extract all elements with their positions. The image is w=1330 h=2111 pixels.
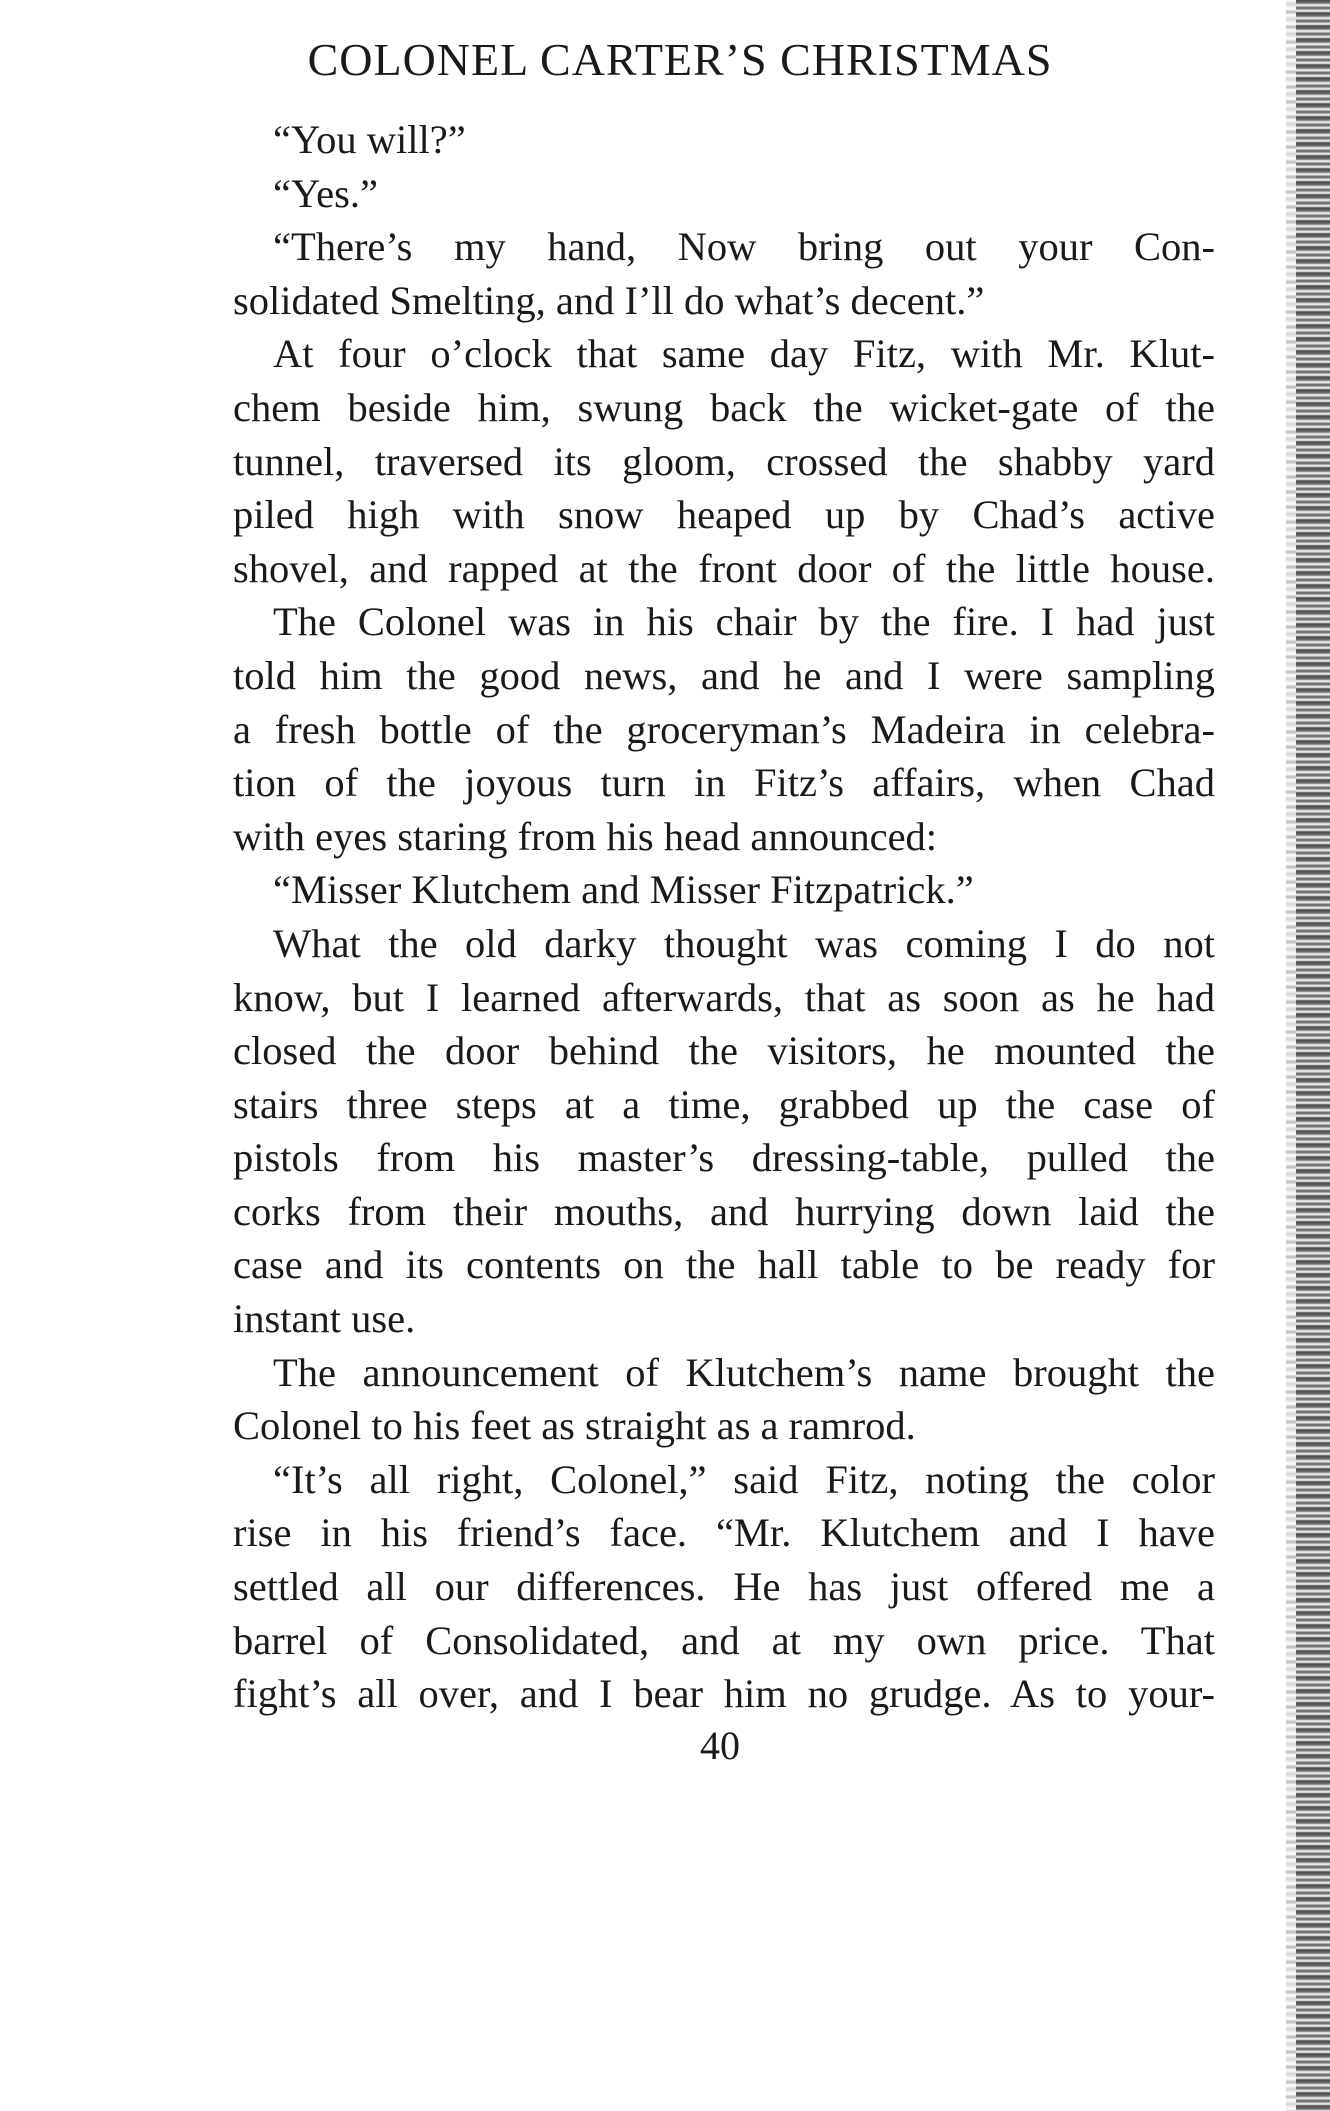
text-line: instant use.: [233, 1296, 416, 1342]
text-line: settled all our differences. He has just offered me a: [233, 1564, 1215, 1610]
page-edge-shadow: [1286, 0, 1296, 2111]
text-line: shovel, and rapped at the front door of the little house.: [233, 545, 1215, 591]
text-line: stairs three steps at a time, grabbed up the case of: [233, 1081, 1215, 1127]
text-line: tion of the joyous turn in Fitz’s affairs, when Chad: [233, 760, 1215, 806]
text-line: tunnel, traversed its gloom, crossed the shabby yard: [233, 438, 1215, 484]
text-line: with eyes staring from his head announced:: [233, 813, 938, 859]
text-line: chem beside him, swung back the wicket-gate of the: [233, 384, 1215, 430]
text-line: know, but I learned afterwards, that as soon as he had: [233, 974, 1215, 1020]
text-line: Colonel to his feet as straight as a ramrod.: [233, 1403, 916, 1449]
text-line: “Yes.”: [273, 170, 379, 216]
text-line: rise in his friend’s face. “Mr. Klutchem and I have: [233, 1510, 1215, 1556]
text-line: “You will?”: [273, 117, 466, 162]
text-line: closed the door behind the visitors, he mounted the: [233, 1028, 1215, 1074]
text-line: The Colonel was in his chair by the fire. I had just: [273, 599, 1215, 645]
text-line: piled high with snow heaped up by Chad’s active: [233, 492, 1215, 538]
text-line: “There’s my hand, Now bring out your Con-: [273, 224, 1215, 270]
text-line: told him the good news, and he and I were sampling: [233, 652, 1215, 698]
text-line: corks from their mouths, and hurrying down laid the: [233, 1188, 1215, 1234]
page-number: 40: [700, 1723, 740, 1768]
page-edge-shadow: [1296, 0, 1330, 2111]
running-head: COLONEL CARTER’S CHRISTMAS: [307, 34, 1053, 85]
body-text: [233, 113, 1215, 1721]
text-line: “Misser Klutchem and Misser Fitzpatrick.”: [273, 867, 974, 913]
text-line: case and its contents on the hall table to be ready for: [233, 1242, 1215, 1288]
text-line: “It’s all right, Colonel,” said Fitz, noting the color: [273, 1456, 1215, 1502]
text-line: a fresh bottle of the groceryman’s Madeira in celebra-: [233, 706, 1215, 752]
text-line: The announcement of Klutchem’s name brought the: [273, 1349, 1215, 1395]
text-line: fight’s all over, and I bear him no grudge. As to your-: [233, 1671, 1215, 1717]
text-line: What the old darky thought was coming I do not: [273, 920, 1215, 966]
text-line: barrel of Consolidated, and at my own price. That: [233, 1617, 1215, 1663]
text-line: At four o’clock that same day Fitz, with Mr. Klut-: [273, 331, 1215, 377]
text-line: pistols from his master’s dressing-table, pulled the: [233, 1135, 1215, 1181]
text-line: solidated Smelting, and I’ll do what’s decent.”: [233, 277, 985, 323]
